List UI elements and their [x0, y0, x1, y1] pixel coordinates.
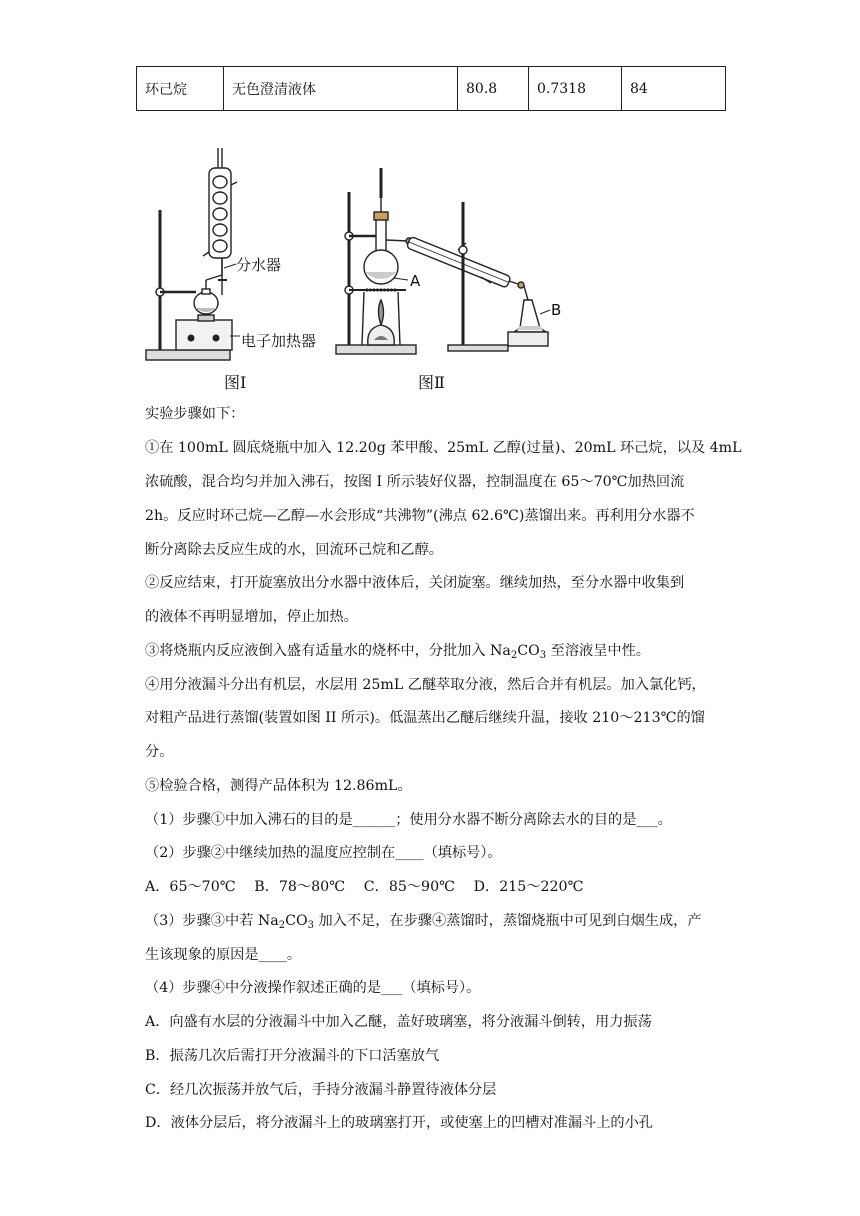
step-2-line-1: ②反应结束，打开旋塞放出分水器中液体后，关闭旋塞。继续加热，至分水器中收集到: [145, 575, 685, 591]
subscript: 3: [539, 650, 547, 661]
step-1-line-4: 断分离除去反应生成的水，回流环己烷和乙醇。: [145, 542, 443, 558]
table-row: [137, 67, 726, 111]
figure-2-caption: 图Ⅱ: [418, 373, 445, 392]
question-3-line-2: 生该现象的原因是____。: [145, 947, 302, 963]
label-electronic-heater: 电子加热器: [241, 332, 317, 350]
step-1-line-3: 2h。反应时环己烷—乙醇—水会形成“共沸物”(沸点 62.6℃)蒸馏出来。再利用分水器不: [145, 508, 695, 524]
intro-line: 实验步骤如下：: [145, 406, 245, 422]
figure-1-caption: 图Ⅰ: [224, 373, 247, 392]
question-4-option-a: A．向盛有水层的分液漏斗中加入乙醚，盖好玻璃塞，将分液漏斗倒转，用力振荡: [145, 1014, 652, 1030]
question-3-text-b: CO: [285, 913, 308, 929]
step-1-line-1: ①在 100mL 圆底烧瓶中加入 12.20g 苯甲酸、25mL 乙醇(过量)、20mL 环己烷，以及 4mL: [145, 440, 742, 456]
label-b: B: [551, 301, 562, 319]
step-3-text-a: ③将烧瓶内反应液倒入盛有适量水的烧杯中，分批加入 Na: [145, 643, 511, 659]
question-3-line-1: [145, 911, 730, 931]
question-4: （4）步骤④中分液操作叙述正确的是___（填标号）。: [145, 980, 481, 996]
question-2-options: A．65～70℃ B．78～80℃ C．85～90℃ D．215～220℃: [145, 879, 584, 895]
table-cell: 环己烷: [137, 67, 224, 111]
question-4-option-c: C．经几次振荡并放气后，手持分液漏斗静置待液体分层: [145, 1082, 497, 1098]
subscript: 2: [278, 920, 286, 931]
step-5-line: ⑤检验合格，测得产品体积为 12.86mL。: [145, 778, 412, 794]
figure-1-apparatus: [146, 148, 237, 360]
apparatus-figures: [136, 140, 736, 400]
label-a: A: [410, 272, 421, 290]
step-3-text-b: CO: [517, 643, 540, 659]
subscript: 2: [510, 650, 518, 661]
step-3-text-c: 至溶液呈中性。: [546, 643, 650, 659]
step-2-line-2: 的液体不再明显增加，停止加热。: [145, 609, 358, 625]
table-cell: 0.7318: [529, 67, 622, 111]
step-4-line-1: ④用分液漏斗分出有机层，水层用 25mL 乙醚萃取分液，然后合并有机层。加入氯化钙，: [145, 677, 706, 693]
step-4-line-3: 分。: [145, 744, 174, 760]
question-3-text-c: 加入不足，在步骤④蒸馏时，蒸馏烧瓶中可见到白烟生成，产: [313, 913, 702, 929]
question-1: （1）步骤①中加入沸石的目的是______；使用分水器不断分离除去水的目的是___。: [145, 812, 672, 828]
step-3-line: [145, 641, 730, 661]
question-4-option-d: D．液体分层后，将分液漏斗上的玻璃塞打开，或使塞上的凹槽对准漏斗上的小孔: [145, 1115, 653, 1131]
table-cell: 80.8: [458, 67, 529, 111]
question-3-text-a: （3）步骤③中若 Na: [145, 913, 279, 929]
table-cell: 无色澄清液体: [224, 67, 458, 111]
subscript: 3: [307, 920, 314, 931]
question-2: （2）步骤②中继续加热的温度应控制在____（填标号）。: [145, 845, 502, 861]
step-4-line-2: 对粗产品进行蒸馏(装置如图 II 所示)。低温蒸出乙醚后继续升温，接收 210～213℃的馏: [145, 710, 705, 726]
property-table: [136, 66, 726, 111]
table-cell: 84: [622, 67, 726, 111]
question-4-option-b: B．振荡几次后需打开分液漏斗的下口活塞放气: [145, 1048, 440, 1064]
figure-2-apparatus: [336, 168, 548, 354]
label-water-separator: 分水器: [236, 256, 282, 274]
step-1-line-2: 浓硫酸，混合均匀并加入沸石，按图 I 所示装好仪器，控制温度在 65～70℃加热回流: [145, 474, 685, 490]
